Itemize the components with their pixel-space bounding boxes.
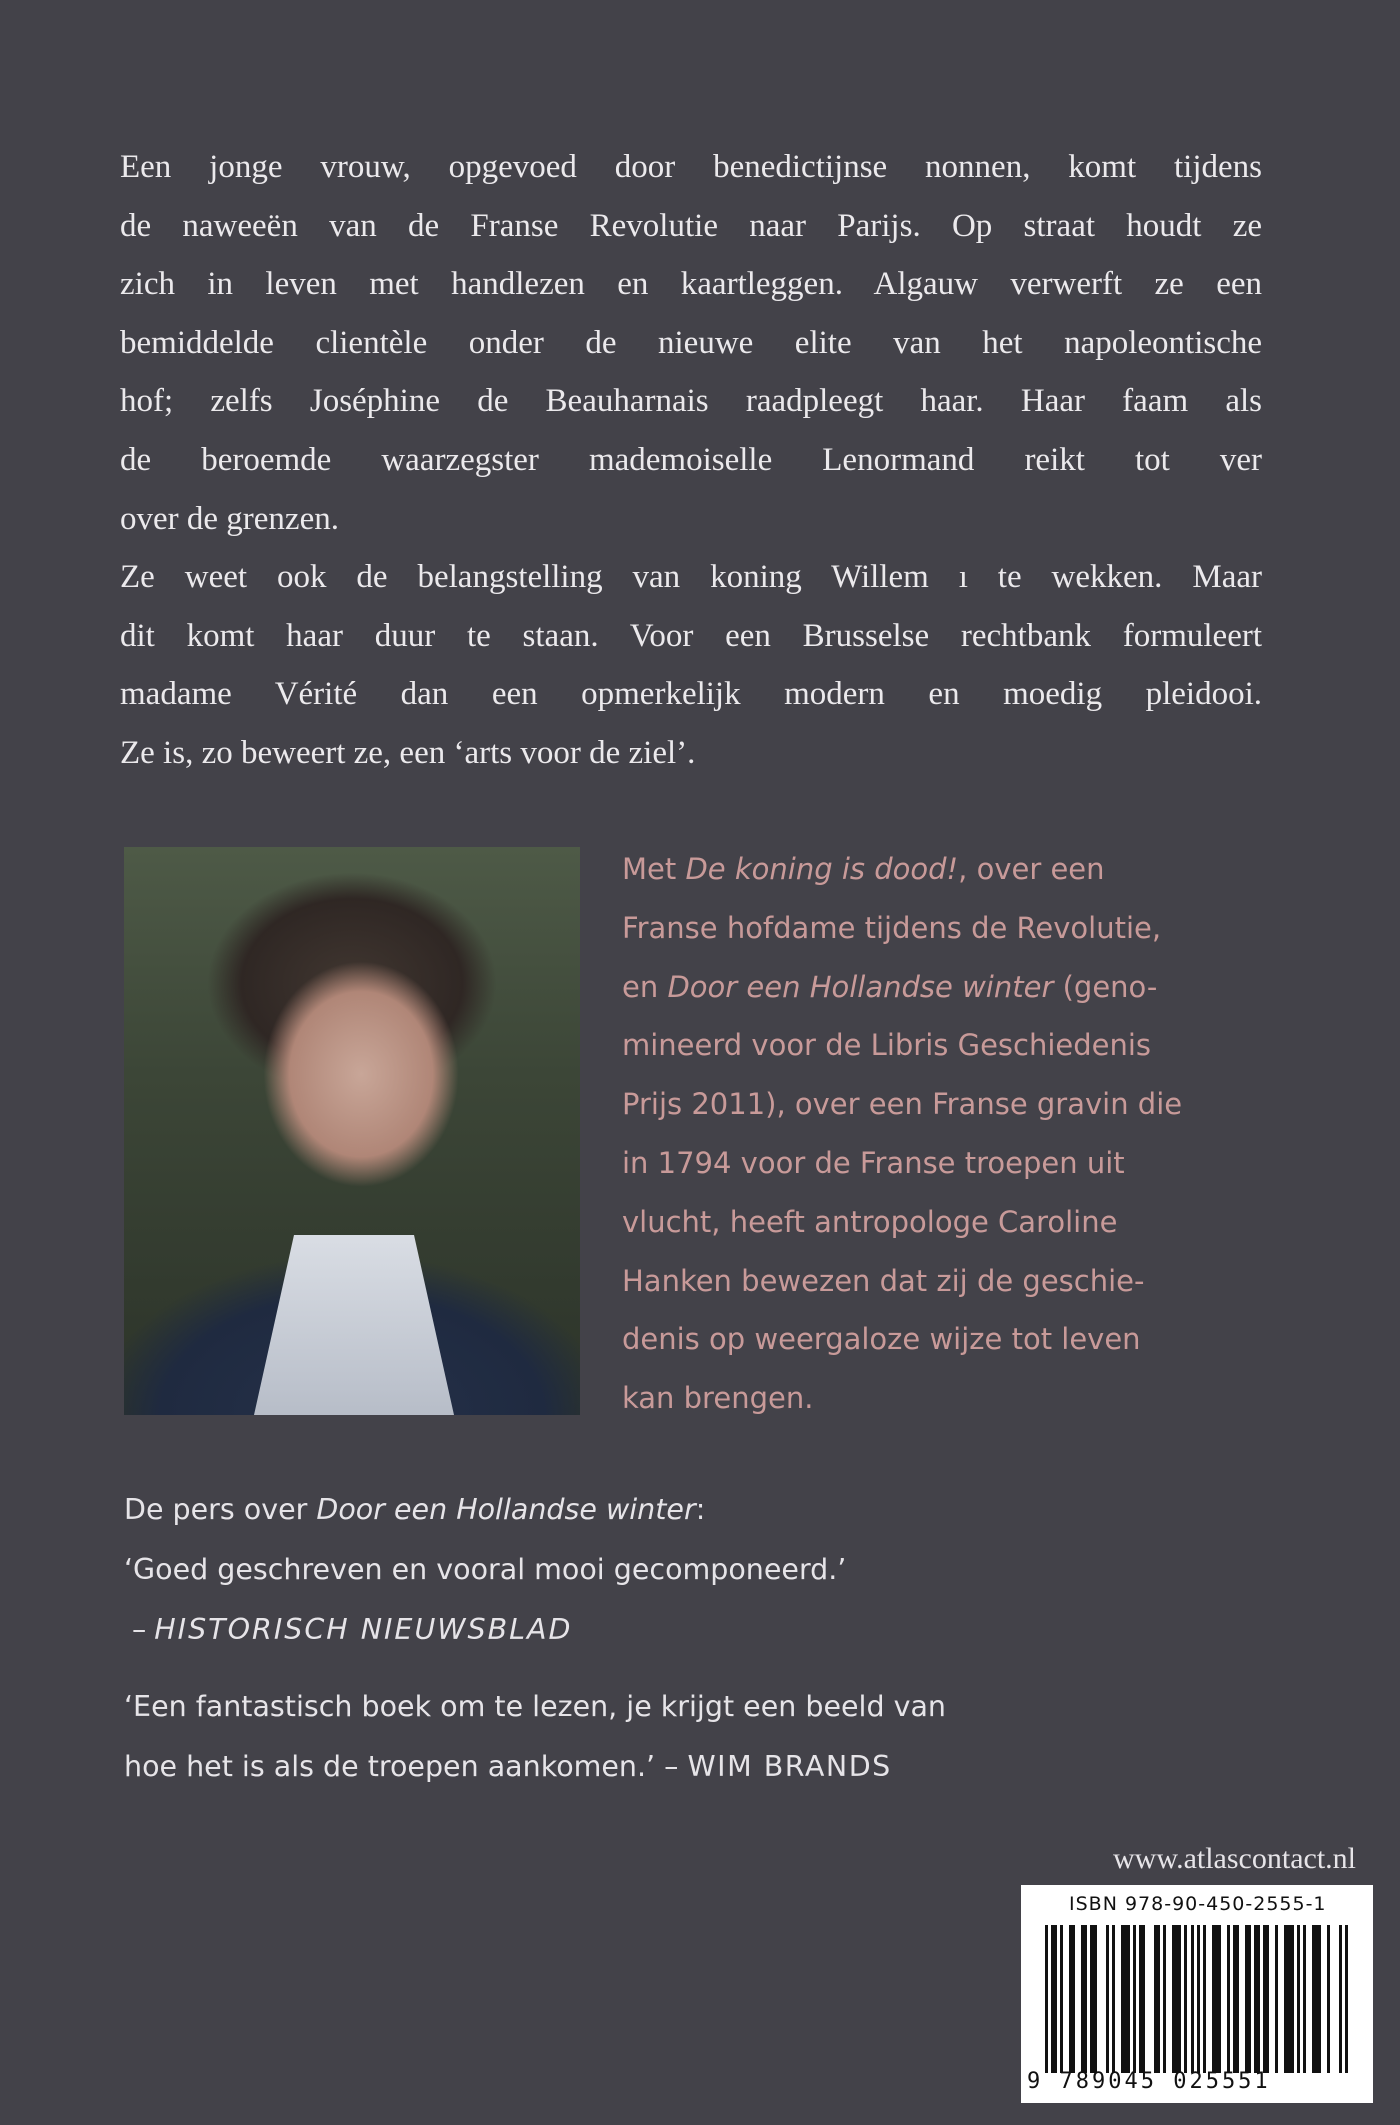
synopsis-line: de beroemde waarzegster mademoiselle Lenormand reikt tot ver <box>120 441 1262 478</box>
synopsis-line: Een jonge vrouw, opgevoed door benedictijnse nonnen, komt tijdens <box>120 149 1262 185</box>
synopsis-line: bemiddelde clientèle onder de nieuwe elite van het napoleontische <box>120 324 1262 361</box>
quote-text: ‘Goed geschreven en vooral mooi gecomponeerd.’ <box>124 1553 847 1586</box>
bio-line: in 1794 voor de Franse troepen uit <box>622 1145 1125 1180</box>
synopsis-line: madame Vérité dan een opmerkelijk modern en moedig pleidooi. <box>120 676 1262 713</box>
bio-line: denis op weergaloze wijze tot leven <box>622 1322 1141 1357</box>
barcode-digits: 9 789045 025551 <box>1027 2069 1271 2094</box>
bio-line: kan brengen. <box>622 1381 814 1416</box>
barcode-bar <box>1345 1925 1348 2073</box>
bio-line: mineerd voor de Libris Geschiedenis <box>622 1028 1152 1063</box>
synopsis-text <box>120 138 1262 783</box>
press-quote-1 <box>124 1480 1274 1660</box>
book-title-italic: Door een Hollandse winter <box>667 969 1054 1004</box>
quote-text: hoe het is als de troepen aankomen.’ – WIM BRANDS <box>124 1750 892 1783</box>
bio-line: Hanken bewezen dat zij de geschie- <box>622 1263 1145 1298</box>
isbn-barcode <box>1021 1885 1373 2103</box>
bio-line: Prijs 2011), over een Franse gravin die <box>622 1087 1183 1122</box>
quote-source: – HISTORISCH NIEUWSBLAD <box>132 1613 573 1646</box>
author-photo <box>124 847 580 1415</box>
synopsis-line: hof; zelfs Joséphine de Beauharnais raadpleegt haar. Haar faam als <box>120 383 1262 420</box>
bio-line: en Door een Hollandse winter (geno- <box>622 969 1158 1004</box>
publisher-website[interactable]: www.atlascontact.nl <box>1113 1842 1356 1875</box>
press-intro: De pers over Door een Hollandse winter: <box>124 1493 706 1526</box>
press-quote-2 <box>124 1677 1274 1797</box>
bio-line: vlucht, heeft antropologe Caroline <box>622 1204 1118 1239</box>
bio-line: Met De koning is dood!, over een <box>622 852 1105 886</box>
isbn-label: ISBN 978-90-450-2555-1 <box>1069 1893 1327 1915</box>
synopsis-line: Ze weet ook de belangstelling van koning Willem ı te wekken. Maar <box>120 559 1262 596</box>
synopsis-line: de naweeën van de Franse Revolutie naar Parijs. Op straat houdt ze <box>120 207 1262 244</box>
author-bio <box>622 840 1282 1428</box>
bio-line: Franse hofdame tijdens de Revolutie, <box>622 910 1162 945</box>
quote-text: ‘Een fantastisch boek om te lezen, je krijgt een beeld van <box>124 1690 946 1723</box>
quote-author: WIM BRANDS <box>687 1750 892 1783</box>
book-title-italic: De koning is dood! <box>685 852 959 886</box>
author-photo-collar <box>254 1235 454 1415</box>
synopsis-line: over de grenzen. <box>120 500 339 537</box>
synopsis-line: Ze is, zo beweert ze, een ‘arts voor de ziel’. <box>120 734 696 771</box>
barcode-bars <box>1045 1925 1349 2073</box>
synopsis-line: zich in leven met handlezen en kaartleggen. Algauw verwerft ze een <box>120 266 1262 303</box>
synopsis-line: dit komt haar duur te staan. Voor een Brusselse rechtbank formuleert <box>120 617 1262 654</box>
